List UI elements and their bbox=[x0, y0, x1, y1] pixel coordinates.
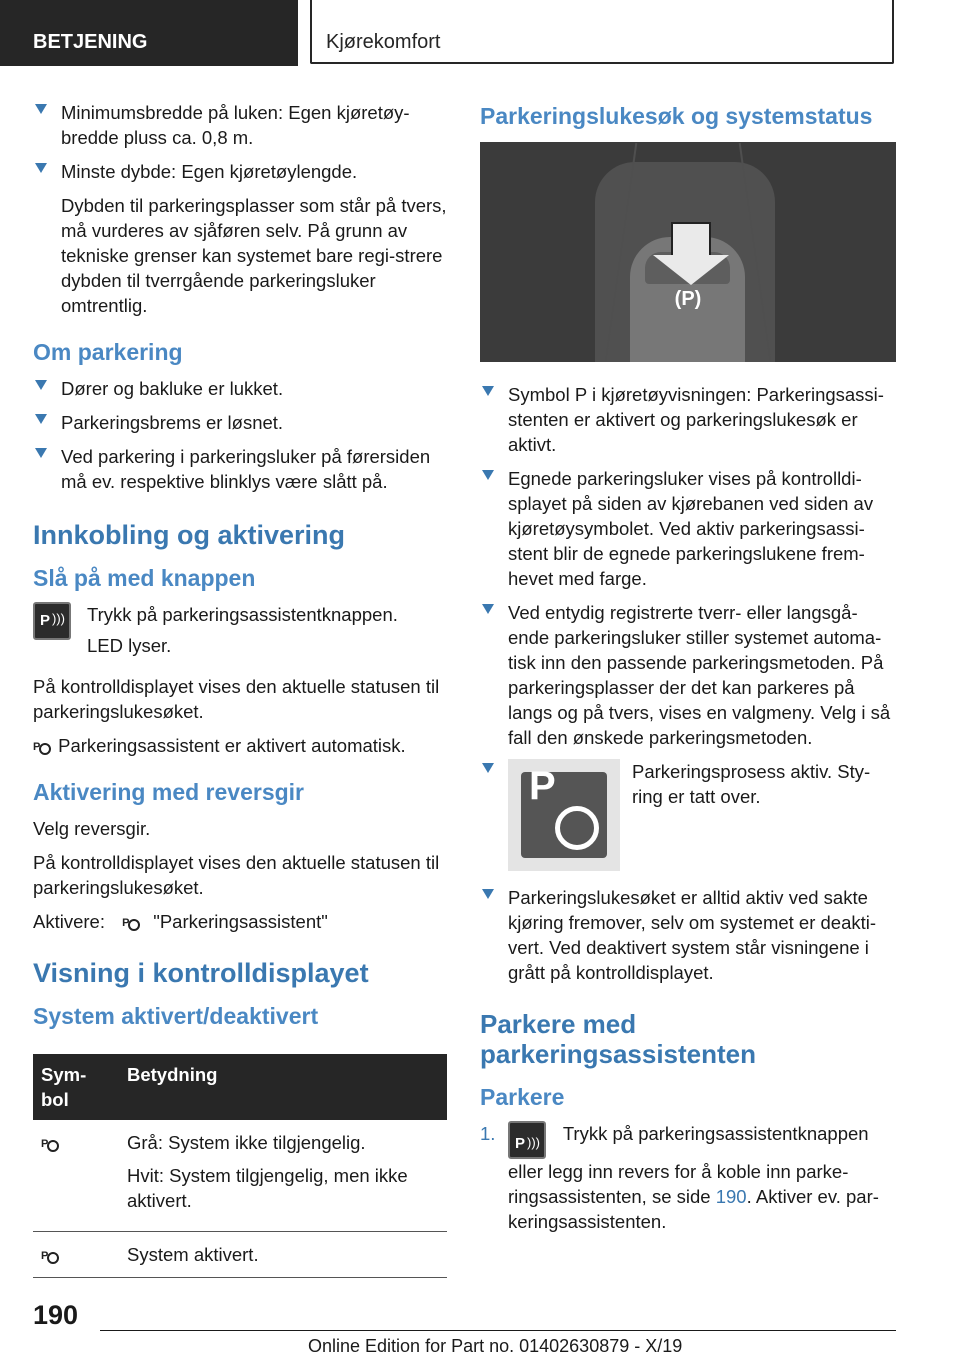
step-1: 1. P ))) Trykk på parkeringsassistentknappen eller legg inn revers for å koble inn parke-ringsassistenten, se side 190. Aktiver ev. par-keringsassistenten. bbox=[480, 1123, 879, 1232]
list-item: Parkeringslukesøket er alltid aktiv ved sakte kjøring fremover, selv om systemet er deakti-vert. Ved deaktivert system står visningene i grått på kontrolldisplayet. bbox=[480, 885, 896, 985]
depth-note: Dybden til parkeringsplasser som står på tvers, må vurderes av sjåføren selv. På grunn av tekniske grenser kan systemet bare regi-strere dybden til tverrgående parkeringsluker omtrentlig. bbox=[61, 195, 447, 316]
list-item: Symbol P i kjøretøyvisningen: Parkeringsassi-stenten er aktivert og parkeringslukesøk er aktivt. bbox=[480, 382, 896, 457]
table-header-row bbox=[33, 1054, 447, 1120]
parking-assistant-symbol-icon: P bbox=[122, 913, 142, 933]
column-header-meaning: Betydning bbox=[119, 1054, 447, 1120]
footer-edition: Online Edition for Part no. 01402630879 - X/19 bbox=[308, 1336, 683, 1356]
status-para: På kontrolldisplayet vises den aktuelle statusen til parkeringslukesøket. bbox=[33, 676, 440, 722]
list-item: Ved entydig registrerte tverr- eller langsgå-ende parkeringsluker stiller systemet automa-tisk inn den passende parkeringsmetoden. På parkeringsplasser der det kan parkeres på langs og på tvers, vises en valgmeny. Velg i så fall den ønskede parkeringsmetoden. bbox=[480, 600, 896, 750]
aktivere-line: Aktivere: P "Parkeringsassistent" bbox=[33, 911, 328, 932]
triangle-bullet-icon bbox=[482, 386, 494, 396]
table-row: P System aktivert. bbox=[33, 1232, 447, 1278]
parking-assistant-button-icon: P ))) bbox=[33, 602, 71, 640]
list-item: Parkeringsbrems er løsnet. bbox=[33, 410, 447, 435]
auto-para: P Parkeringsassistent er aktivert automatisk. bbox=[33, 735, 406, 756]
section-tab[interactable]: BETJENING bbox=[0, 0, 298, 66]
triangle-bullet-icon bbox=[35, 414, 47, 424]
heading-parkeringslukesok: Parkeringslukesøk og systemstatus bbox=[480, 103, 873, 129]
triangle-bullet-icon bbox=[35, 448, 47, 458]
symbol-table bbox=[33, 1054, 447, 1278]
list-item: Ved parkering i parkeringsluker på førersiden må ev. respektive blinklys være slått på. bbox=[33, 444, 447, 494]
triangle-bullet-icon bbox=[35, 163, 47, 173]
list-item: P Parkeringsprosess aktiv. Sty-ring er tatt over. bbox=[480, 759, 896, 871]
heading-system: System aktivert/deaktivert bbox=[33, 1003, 319, 1029]
revers-status: På kontrolldisplayet vises den aktuelle statusen til parkeringslukesøket. bbox=[33, 852, 440, 898]
parking-symbol: (P) bbox=[674, 288, 702, 310]
triangle-bullet-icon bbox=[482, 470, 494, 480]
parking-assistant-button-icon: P ))) bbox=[508, 1121, 546, 1159]
page-number: 190 bbox=[33, 1300, 79, 1330]
list-item: Dører og bakluke er lukket. bbox=[33, 376, 447, 401]
heading-parkere: Parkere bbox=[480, 1084, 565, 1110]
footer-divider bbox=[100, 1330, 896, 1331]
steering-takeover-icon: P bbox=[508, 759, 620, 871]
triangle-bullet-icon bbox=[482, 763, 494, 773]
heading-revers: Aktivering med reversgir bbox=[33, 779, 305, 805]
left-column bbox=[33, 100, 447, 1278]
triangle-bullet-icon bbox=[35, 104, 47, 114]
list-item: Egnede parkeringsluker vises på kontrolldi-splayet på siden av kjørebanen ved siden av kjøretøysymbolet. Ved aktiv parkeringsassi-stent blir de egnede parkeringslukene frem-hevet med farge. bbox=[480, 466, 896, 591]
chapter-tab[interactable]: Kjørekomfort bbox=[310, 0, 894, 64]
list-item: Minimumsbredde på luken: Egen kjøretøy-bredde pluss ca. 0,8 m. bbox=[33, 100, 447, 150]
table-row: P Grå: System ikke tilgjengelig. Hvit: System tilgjengelig, men ikke aktivert. bbox=[33, 1120, 447, 1232]
revers-line: Velg reversgir. bbox=[33, 818, 151, 839]
display-illustration bbox=[480, 142, 896, 362]
heading-visning: Visning i kontrolldisplayet bbox=[33, 958, 369, 988]
triangle-bullet-icon bbox=[482, 889, 494, 899]
heading-innkobling: Innkobling og aktivering bbox=[33, 520, 346, 550]
heading-om-parkering: Om parkering bbox=[33, 339, 183, 365]
triangle-bullet-icon bbox=[482, 604, 494, 614]
list-item: Minste dybde: Egen kjøretøylengde. bbox=[33, 159, 447, 184]
column-header-symbol: Sym-bol bbox=[33, 1054, 119, 1120]
parking-assistant-active-icon: P bbox=[41, 1246, 61, 1266]
heading-sla-pa: Slå på med knappen bbox=[33, 565, 256, 591]
parking-assistant-symbol-icon: P bbox=[41, 1134, 61, 1154]
triangle-bullet-icon bbox=[35, 380, 47, 390]
parking-assistant-symbol-icon: P bbox=[33, 737, 53, 757]
page-link[interactable]: 190 bbox=[715, 1186, 747, 1207]
right-column bbox=[480, 100, 896, 1234]
button-instruction: P ))) Trykk på parkeringsassistentknappen. LED lyser. bbox=[33, 602, 447, 658]
page-header bbox=[0, 0, 960, 66]
heading-parkere-med: Parkere med parkeringsassistenten bbox=[480, 1009, 757, 1069]
